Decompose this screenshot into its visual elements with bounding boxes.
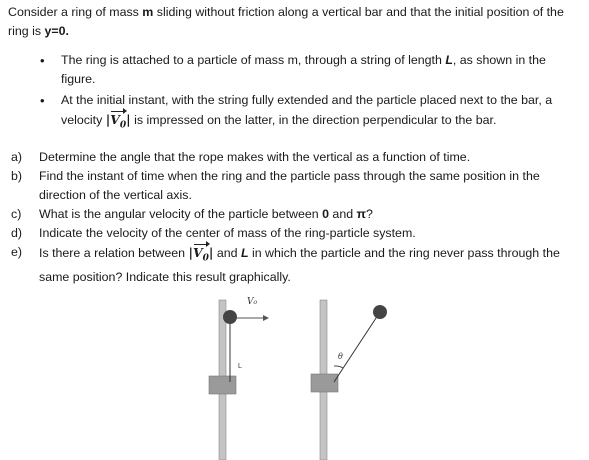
vector-symbol: V: [192, 245, 203, 260]
intro-text-c: sliding without friction along a vertical bar and that the initial position of the ring is: [8, 5, 564, 38]
angle-pi: π: [356, 207, 367, 221]
vector-v0: [193, 243, 209, 268]
intro-mass-symbol: m: [142, 5, 154, 19]
string-right: [334, 312, 380, 382]
assumption-1-text-c: , as shown in the figure.: [61, 53, 546, 86]
intro-text-a: Consider a ring of mass: [8, 5, 143, 19]
ring-right: [311, 374, 338, 392]
bullet-marker: •: [40, 53, 45, 68]
length-label: L: [238, 363, 242, 370]
question-letter: e): [11, 245, 23, 259]
question-list: [11, 148, 581, 287]
question-text: Determine the angle that the rope makes with the vertical as a function of time.: [39, 150, 471, 164]
question-text-end: ?: [366, 207, 373, 221]
assumption-1-text-a: The ring is attached to a particle of mass m, through a string of length: [61, 53, 446, 67]
vector-subscript: 0: [202, 253, 209, 264]
abs-bar-close: |: [208, 245, 214, 260]
question-text: Indicate the velocity of the center of mass of the ring-particle system.: [39, 226, 416, 240]
question-text: What is the angular velocity of the particle between: [39, 207, 323, 221]
question-item-b: [11, 167, 581, 205]
question-letter: d): [11, 226, 23, 240]
assumption-item: [40, 51, 582, 89]
assumption-list: [40, 51, 582, 137]
question-item-a: [11, 148, 581, 167]
question-text-mid: and: [328, 207, 357, 221]
length-symbol: L: [240, 246, 249, 260]
angle-arc: [334, 366, 343, 368]
vector-subscript: 0: [119, 120, 127, 131]
theta-label: θ: [338, 352, 343, 361]
assumption-2-text-b: is impressed on the latter, in the direction perpendicular to the bar.: [130, 113, 497, 127]
question-item-d: [11, 224, 581, 243]
later-state-diagram: [311, 300, 387, 460]
problem-intro: [8, 3, 583, 41]
initial-velocity-magnitude: [105, 112, 131, 131]
v0-label: V₀: [247, 297, 258, 307]
question-letter: c): [11, 207, 22, 221]
question-letter: b): [11, 169, 23, 183]
particle-left: [223, 310, 237, 324]
question-text-end: in which the particle and the ring never pass through the same position? Indicate this result graphically.: [39, 246, 560, 285]
assumption-item: [40, 91, 582, 135]
vector-v0: [110, 110, 126, 135]
ring-bar-figure: [195, 290, 415, 460]
question-text: Find the instant of time when the ring and the particle pass through the same position in the direction of the vertical axis.: [39, 169, 540, 202]
question-item-e: [11, 243, 581, 287]
abs-bar-open: |: [105, 112, 111, 127]
question-letter: a): [11, 150, 23, 164]
initial-velocity-magnitude: [188, 245, 214, 264]
question-item-c: [11, 205, 581, 224]
angle-zero: 0: [322, 207, 329, 221]
bullet-marker: •: [40, 93, 45, 108]
length-symbol: L: [445, 53, 453, 67]
intro-initial-position: y=0.: [44, 24, 69, 38]
initial-state-diagram: [209, 297, 268, 460]
ring-left: [209, 376, 236, 394]
abs-bar-close: |: [126, 112, 131, 127]
vector-symbol: V: [110, 112, 120, 127]
assumption-2-text-a: At the initial instant, with the string fully extended and the particle placed next to the bar, a velocity: [61, 93, 553, 127]
particle-right: [373, 305, 387, 319]
question-text: Is there a relation between: [39, 246, 189, 260]
question-text-mid: and: [213, 246, 241, 260]
abs-bar-open: |: [188, 245, 193, 260]
